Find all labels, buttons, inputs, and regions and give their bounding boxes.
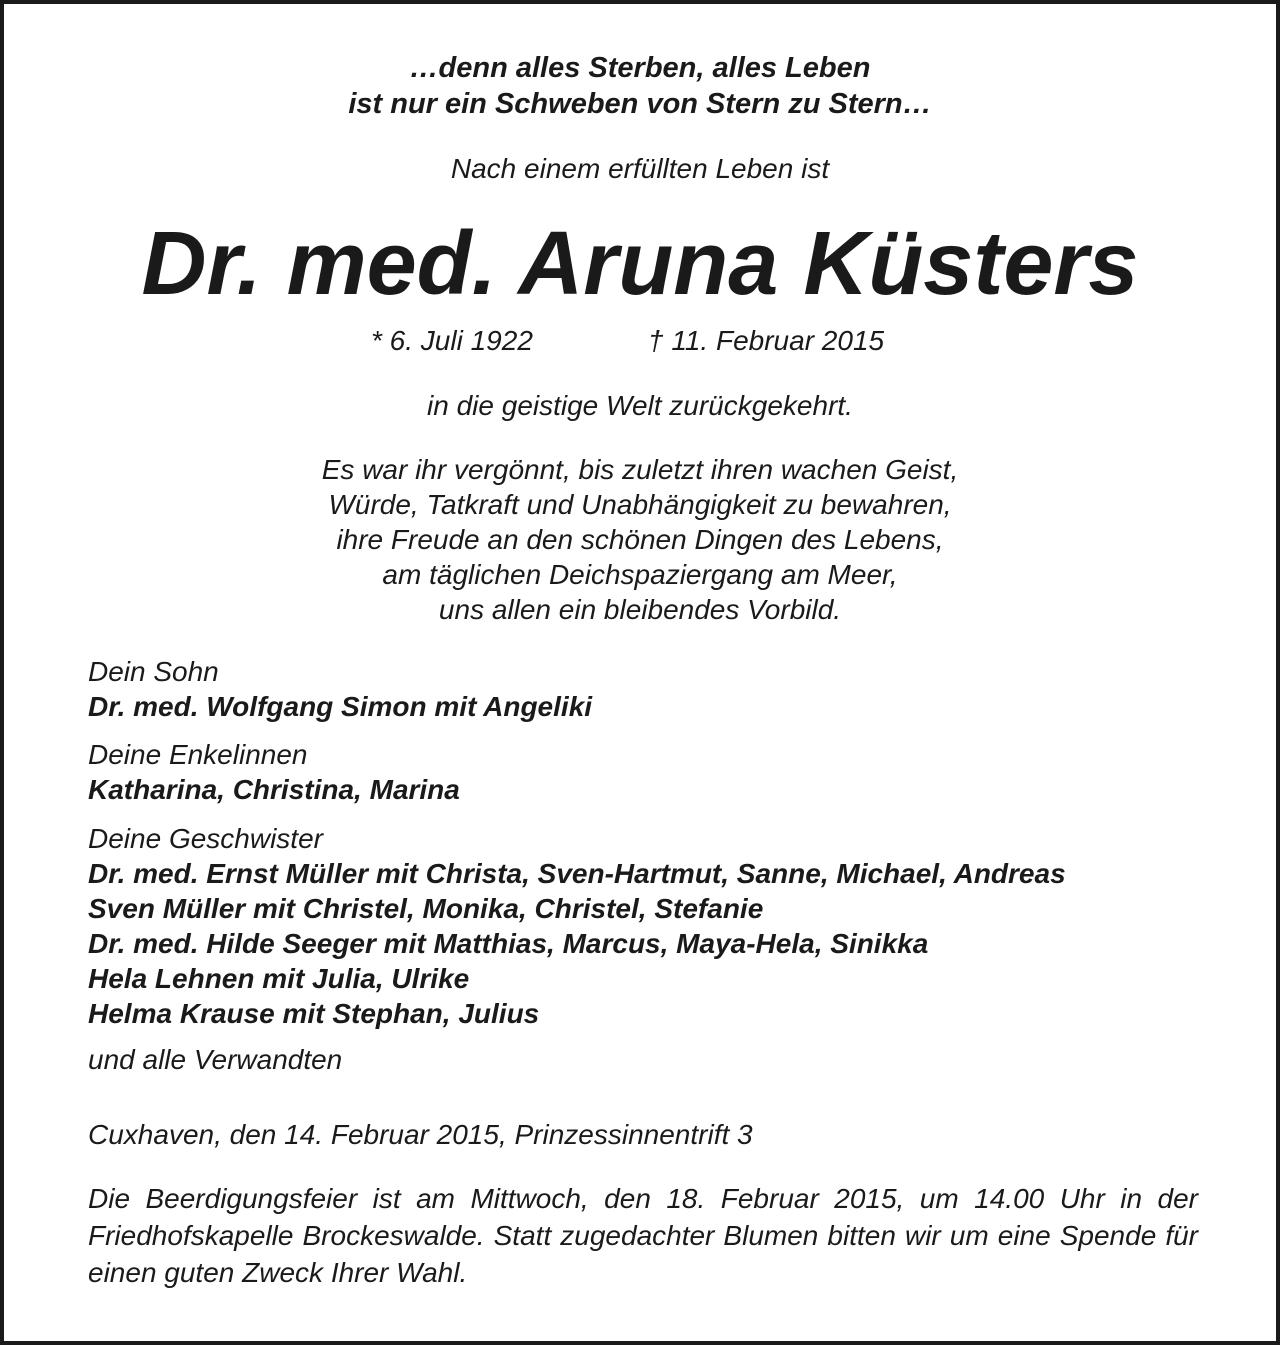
birth-date: * 6. Juli 1922 [371, 325, 533, 356]
tribute-line: Würde, Tatkraft und Unabhängigkeit zu bewahren, [328, 489, 952, 520]
tribute-line: Es war ihr vergönnt, bis zuletzt ihren wachen Geist, [321, 454, 959, 485]
mourner-name: Katharina, Christina, Marina [88, 774, 460, 805]
mourner-group-son [88, 655, 1198, 724]
motto [0, 50, 1280, 122]
group-label: Deine Enkelinnen [88, 739, 308, 770]
place-date: Cuxhaven, den 14. Februar 2015, Prinzessinnentrift 3 [88, 1119, 753, 1150]
mourner-name: Dr. med. Ernst Müller mit Christa, Sven-Hartmut, Sanne, Michael, Andreas [88, 858, 1066, 889]
mourner-name: Dr. med. Hilde Seeger mit Matthias, Marcus, Maya-Hela, Sinikka [88, 928, 929, 959]
mourner-name: Hela Lehnen mit Julia, Ulrike [88, 963, 470, 994]
mourner-name: Sven Müller mit Christel, Monika, Christel, Stefanie [88, 893, 764, 924]
death-date: † 11. Februar 2015 [648, 325, 885, 356]
mourner-name: Helma Krause mit Stephan, Julius [88, 998, 540, 1029]
mourner-name: Dr. med. Wolfgang Simon mit Angeliki [88, 691, 593, 722]
tribute-text [0, 452, 1280, 627]
mourner-group-siblings [88, 822, 1198, 1031]
group-label: Dein Sohn [88, 656, 219, 687]
intro-text: Nach einem erfüllten Leben ist [450, 153, 830, 184]
motto-line-2: ist nur ein Schweben von Stern zu Stern… [348, 88, 932, 120]
deceased-name: Dr. med. Aruna Küsters [141, 214, 1139, 314]
motto-line-1: …denn alles Sterben, alles Leben [409, 52, 871, 84]
tribute-line: uns allen ein bleibendes Vorbild. [438, 594, 842, 625]
tribute-line: am täglichen Deichspaziergang am Meer, [382, 559, 898, 590]
funeral-notice: Die Beerdigungsfeier ist am Mittwoch, den 18. Februar 2015, um 14.00 Uhr in der Friedhofskapelle Brockeswalde. Statt zugedachter Blumen bitten wir um eine Spende für einen guten Zweck Ihrer Wahl. [88, 1183, 1198, 1288]
mourner-group-grandchildren [88, 738, 1198, 807]
returned-text: in die geistige Welt zurückgekehrt. [427, 390, 853, 421]
relatives-text: und alle Verwandten [88, 1044, 343, 1075]
tribute-line: ihre Freude an den schönen Dingen des Lebens, [336, 524, 944, 555]
group-label: Deine Geschwister [88, 823, 323, 854]
